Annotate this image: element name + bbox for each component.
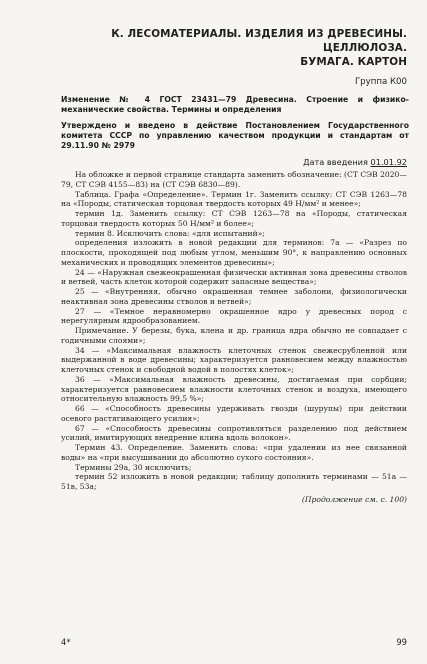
paragraph: 25 — «Внутренняя, обычно окрашенная темнее заболони, физиологически неактивная зона древесины стволов и ветвей»;	[61, 287, 407, 306]
date-value: 01.01.92	[370, 157, 407, 167]
paragraph: Термины 29а, 30 исключить;	[75, 462, 192, 472]
signature-mark: 4*	[61, 637, 71, 647]
paragraph: 67 — «Способность древесины сопротивляться разделению под действием усилий, имитирующих внедрение клина вдоль волокон».	[61, 423, 407, 443]
group-code: Группа К00	[354, 77, 407, 87]
paragraph: термин 1д. Заменить ссылку: СТ СЭВ 1263—78 на «Породы, статическая торцовая твердость которых 50 Н/мм² и более»;	[61, 209, 407, 228]
paragraph: термин 8. Исключить слова: «для испытаний»;	[75, 228, 265, 238]
page-number: 99	[396, 637, 407, 647]
section-title	[60, 27, 407, 69]
paragraph: Термин 43. Определение. Заменить слова: «при удалении из нее связанной воды» на «при высушивании до абсолютно сухого состояния».	[61, 443, 407, 462]
approval-text: Утверждено и введено в действие Постановлением Государственного комитета СССР по управлению качеством продукции и стандартам от 29.11.90 № 2979	[61, 121, 409, 150]
paragraph: 66 — «Способность древесины удерживать гвозди (шурупы) при действии осевого растягивающего усилия»;	[61, 404, 407, 423]
section-title-line2: БУМАГА. КАРТОН	[300, 56, 407, 68]
effective-date	[303, 157, 407, 167]
section-title-line1: К. ЛЕСОМАТЕРИАЛЫ. ИЗДЕЛИЯ ИЗ ДРЕВЕСИНЫ. ЦЕЛЛЮЛОЗА.	[111, 28, 407, 54]
paragraph: Примечание. У березы, бука, клена и др. граница ядра обычно не совпадает с годичными слоями»;	[61, 326, 407, 345]
continuation-note: (Продолжение см. с. 100)	[301, 494, 407, 504]
paragraph: термин 52 изложить в новой редакции; таблицу дополнить терминами — 51а — 51в, 53а;	[61, 472, 407, 491]
document-body	[61, 170, 407, 505]
amendment-title: Изменение № 4 ГОСТ 23431—79 Древесина. Строение и физико-механические свойства. Термины и определения	[61, 95, 409, 114]
paragraph: определения изложить в новой редакции для терминов: 7а — «Разрез по плоскости, проходящей под любым углом, меньшим 90°, к направлению основных механических и проводящих элементов древесины»;	[61, 238, 407, 267]
paragraph: Таблица. Графа «Определение». Термин 1г. Заменить ссылку: СТ СЭВ 1263—78 на «Породы, статическая торцовая твердость которых 49 Н/мм² и менее»;	[61, 189, 407, 209]
paragraph: 27 — «Темное неравномерно окрашенное ядро у древесных пород с нерегулярным ядрообразованием.	[61, 306, 407, 326]
paragraph: 34 — «Максимальная влажность клеточных стенок свежесрубленной или выдержанной в воде древесины; характеризуется равновесием между влажностью клеточных стенок и свободной водой в полостях клеток»;	[61, 345, 407, 374]
paragraph: На обложке и первой странице стандарта заменить обозначение: (СТ СЭВ 2020—79, СТ СЭВ 4155—83) на (СТ СЭВ 6830—89).	[61, 170, 407, 189]
paragraph: 36 — «Максимальная влажность древесины, достигаемая при сорбции; характеризуется равновесием влажности клеточных стенок и воздуха, имеющего относительную влажность 99,5 %»;	[61, 374, 407, 404]
date-label: Дата введения	[303, 157, 368, 167]
paragraph: 24 — «Наружная свежеокрашенная физически активная зона древесины стволов и ветвей, часть клеток которой содержит запасные вещества»;	[61, 267, 407, 287]
